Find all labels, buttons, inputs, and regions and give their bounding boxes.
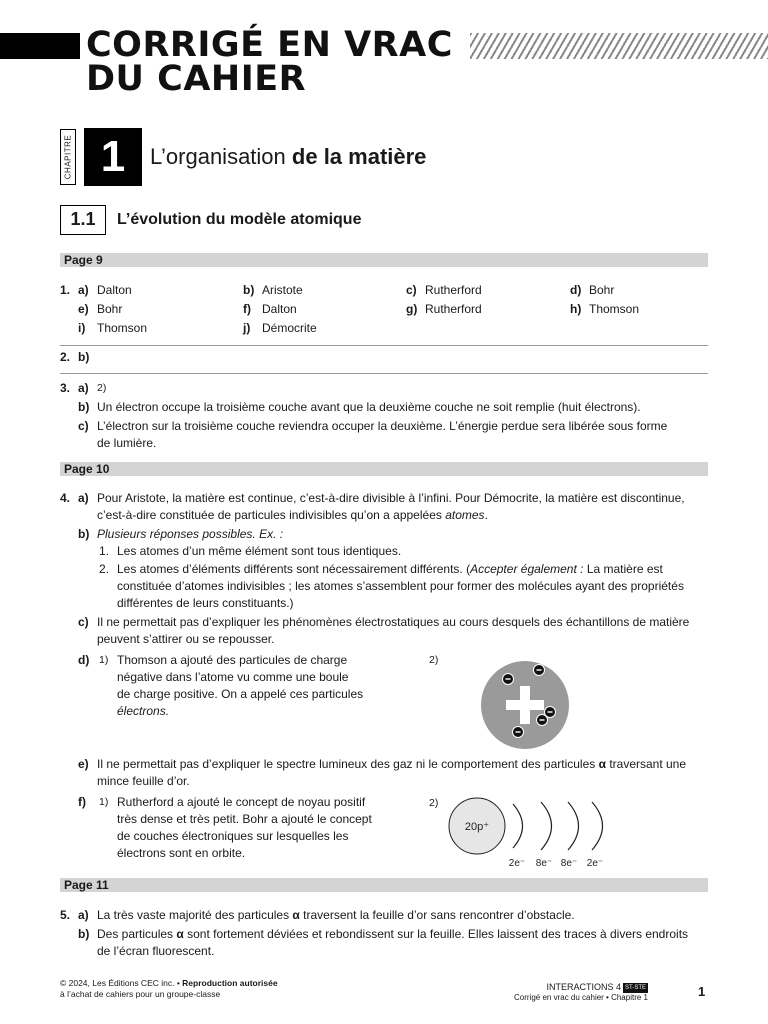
title-bar-decoration [0, 33, 80, 59]
q1-key: f) [243, 302, 251, 316]
q4-f1-line: Rutherford a ajouté le concept de noyau positif [117, 795, 366, 809]
q1-key: g) [406, 302, 418, 316]
q4-d1-line: électrons. [117, 704, 170, 718]
q4-c-key: c) [78, 615, 89, 629]
q4-c-line: Il ne permettait pas d’expliquer les phénomènes électrostatiques au cours desquels des échantillons de matière [97, 615, 690, 629]
q5-b-key: b) [78, 927, 90, 941]
chapter-title-bold: de la matière [291, 144, 427, 169]
footer-subtitle: Corrigé en vrac du cahier • Chapitre 1 [514, 992, 648, 1002]
q1-key: h) [570, 302, 582, 316]
plus-sign-vertical [520, 686, 530, 724]
q1-answer: Thomson [589, 302, 640, 316]
q3-c-line: de lumière. [97, 436, 157, 450]
thomson-model-diagram [478, 658, 572, 752]
q4-d1-num: 1) [99, 654, 109, 666]
q4-e-line: mince feuille d’or. [97, 774, 190, 788]
q4-a-line: c’est-à-dire constituée de particules indivisibles qu’on a appelées atomes. [97, 508, 488, 522]
q4-d2-num: 2) [429, 654, 439, 666]
q2-answer: b) [78, 350, 90, 364]
q1-answer: Rutherford [425, 302, 482, 316]
page-bar-9: Page 9 [60, 253, 708, 267]
q4-b2-line: Les atomes d’éléments différents sont nécessairement différents. (Accepter également : La matière est [117, 562, 663, 576]
q4-f-key: f) [78, 795, 86, 809]
electron-shell [592, 802, 603, 850]
q1-key: a) [78, 283, 89, 297]
q4-d1-line: de charge positive. On a appelé ces particules [117, 687, 364, 701]
q1-answer: Bohr [97, 302, 123, 316]
title-line-2: DU CAHIER [86, 59, 307, 99]
q3-b-key: b) [78, 400, 90, 414]
electron [513, 727, 524, 738]
q4-b1-num: 1. [99, 544, 110, 558]
electron [537, 715, 548, 726]
bohr-model-diagram [446, 792, 616, 872]
q4-f1-line: très dense et très petit. Bohr a ajouté le concept [117, 812, 372, 826]
q4-f1-line: de couches électroniques sur lesquelles les [117, 829, 349, 843]
q2-number: 2. [60, 350, 71, 364]
title-line-1: CORRIGÉ EN VRAC [86, 25, 453, 65]
q1-answer: Thomson [97, 321, 148, 335]
q4-f1-line: électrons sont en orbite. [117, 846, 246, 860]
q1-answer: Rutherford [425, 283, 482, 297]
q4-b2-line: différentes de leurs constituants.) [117, 596, 294, 610]
q3-number: 3. [60, 381, 71, 395]
shell-label: 8e⁻ [560, 858, 578, 869]
level-badge: ST-STE [624, 984, 646, 991]
electron [503, 674, 514, 685]
section-title: L’évolution du modèle atomique [117, 211, 362, 228]
q5-a-key: a) [78, 908, 89, 922]
separator [60, 373, 708, 374]
q5-a-line: La très vaste majorité des particules α traversent la feuille d’or sans rencontrer d’obstacle. [97, 908, 575, 922]
shell-label: 2e⁻ [508, 858, 526, 869]
copyright-line-2: à l’achat de cahiers pour un groupe-classe [60, 989, 221, 999]
q1-answer: Démocrite [262, 321, 317, 335]
q1-key: e) [78, 302, 89, 316]
page-bar-11: Page 11 [60, 878, 708, 892]
electron-shell [568, 802, 579, 850]
q1-key: j) [243, 321, 251, 335]
q4-b-key: b) [78, 527, 90, 541]
q4-b2-line: constituée d’atomes indivisibles ; les atomes s’assemblent pour former des molécules ayant des propriétés [117, 579, 684, 593]
q4-d-key: d) [78, 653, 90, 667]
footer-book-info [480, 982, 648, 1003]
q1-answer: Dalton [97, 283, 132, 297]
shell-label: 8e⁻ [535, 858, 553, 869]
q4-e-key: e) [78, 757, 89, 771]
page-number: 1 [698, 984, 706, 999]
q1-number: 1. [60, 283, 71, 297]
q4-e-line: Il ne permettait pas d’expliquer le spectre lumineux des gaz ni le comportement des particules α traversant une [97, 757, 687, 771]
q4-f2-num: 2) [429, 797, 439, 809]
nucleus-label: 20p⁺ [464, 821, 490, 833]
q1-key: c) [406, 283, 417, 297]
electron [534, 665, 545, 676]
q4-number: 4. [60, 491, 71, 505]
q4-c-line: peuvent s’attirer ou se repousser. [97, 632, 275, 646]
q1-key: b) [243, 283, 255, 297]
q5-b-line: Des particules α sont fortement déviées et rebondissent sur la feuille. Elles laissent des traces à divers endroits [97, 927, 689, 941]
q1-answer: Aristote [262, 283, 303, 297]
chapter-label: CHAPITRE [63, 134, 73, 180]
footer-copyright [60, 978, 278, 1000]
q4-a-key: a) [78, 491, 89, 505]
q3-c-line: L’électron sur la troisième couche reviendra occuper la deuxième. L’énergie perdue sera libérée sous forme [97, 419, 668, 433]
section-number: 1.1 [60, 205, 106, 235]
q4-d1-line: négative dans l’atome vu comme une boule [117, 670, 349, 684]
q1-key: i) [78, 321, 86, 335]
q1-key: d) [570, 283, 582, 297]
electron-shell [541, 802, 552, 850]
q4-d1-line: Thomson a ajouté des particules de charge [117, 653, 348, 667]
q4-f1-num: 1) [99, 796, 109, 808]
page-title [86, 25, 453, 99]
chapter-title-light: L’organisation [150, 144, 286, 169]
page-bar-10: Page 10 [60, 462, 708, 476]
chapter-title [150, 144, 426, 170]
q1-answer: Dalton [262, 302, 297, 316]
q3-c-key: c) [78, 419, 89, 433]
q5-number: 5. [60, 908, 71, 922]
q4-b-intro: Plusieurs réponses possibles. Ex. : [97, 527, 284, 541]
q4-b2-num: 2. [99, 562, 110, 576]
hatch-decoration [470, 33, 768, 59]
electron-shell [513, 804, 523, 848]
q3-a-key: a) [78, 381, 89, 395]
copyright-text: © 2024, Les Éditions CEC inc. • [60, 978, 180, 988]
chapter-label-box [60, 129, 76, 185]
shell-label: 2e⁻ [586, 858, 604, 869]
q4-b1-text: Les atomes d’un même élément sont tous identiques. [117, 544, 402, 558]
q5-b-line: de l’écran fluorescent. [97, 944, 215, 958]
q1-answer: Bohr [589, 283, 615, 297]
q4-a-line: Pour Aristote, la matière est continue, c’est-à-dire divisible à l’infini. Pour Démocrite, la matière est discontinue, [97, 491, 685, 505]
q3-a-answer: 2) [97, 382, 107, 394]
book-title: INTERACTIONS 4 [546, 982, 621, 992]
reproduction-text: Reproduction autorisée [182, 978, 278, 988]
separator [60, 345, 708, 346]
chapter-number: 1 [84, 128, 142, 186]
q3-b-answer: Un électron occupe la troisième couche avant que la deuxième couche ne soit remplie (huit électrons). [97, 400, 641, 414]
